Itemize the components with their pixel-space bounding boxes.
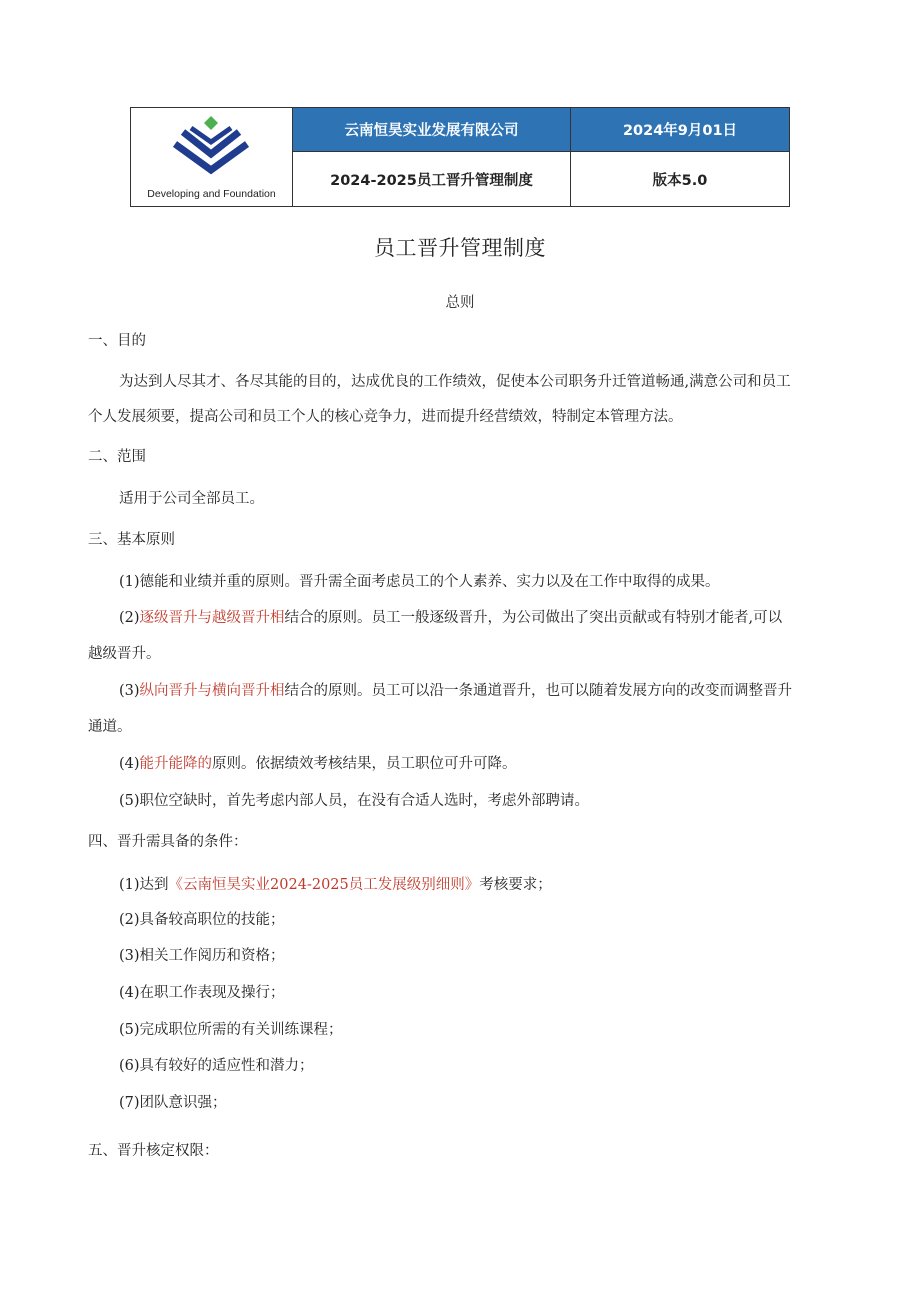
header-middle-column	[293, 108, 571, 206]
logo-caption: Developing and Foundation	[147, 188, 276, 200]
condition-4: (4)在职工作表现及操行；	[119, 985, 285, 1001]
document-version: 版本5.0	[652, 172, 708, 189]
purpose-line-2: 个人发展须要，提高公司和员工个人的核心竞争力，进而提升经营绩效，特制定本管理方法。	[88, 409, 683, 425]
principle-2-continued: 越级晋升。	[88, 646, 161, 662]
principle-4-text: 原则。依据绩效考核结果，员工职位可升可降。	[212, 756, 517, 772]
condition-2: (2)具备较高职位的技能；	[119, 912, 285, 928]
document-name: 2024-2025员工晋升管理制度	[330, 172, 533, 189]
section-title: 总则	[445, 295, 475, 311]
condition-7: (7)团队意识强；	[119, 1095, 227, 1111]
principle-2-text: 结合的原则。员工一般逐级晋升，为公司做出了突出贡献或有特别才能者,可以	[284, 610, 783, 626]
heading-purpose: 一、目的	[88, 333, 146, 349]
heading-scope: 二、范围	[88, 449, 146, 465]
principle-3-text: 结合的原则。员工可以沿一条通道晋升，也可以随着发展方向的改变而调整晋升	[284, 683, 793, 699]
principle-2	[119, 606, 782, 627]
principle-3-number: (3)	[119, 683, 140, 699]
condition-6: (6)具有较好的适应性和潜力；	[119, 1058, 314, 1074]
header-table	[130, 107, 790, 207]
principle-4-number: (4)	[119, 756, 140, 772]
principle-5: (5)职位空缺时，首先考虑内部人员，在没有合适人选时，考虑外部聘请。	[119, 793, 590, 809]
condition-1-highlight: 《云南恒昊实业2024-2025员工发展级别细则》	[168, 877, 480, 893]
principle-4	[119, 752, 517, 773]
heading-conditions: 四、晋升需具备的条件：	[88, 834, 248, 850]
principle-3	[119, 679, 792, 700]
condition-1-text: 考核要求；	[479, 877, 552, 893]
company-logo-icon	[161, 114, 261, 184]
condition-1	[119, 873, 552, 894]
purpose-line-1: 为达到人尽其才、各尽其能的目的，达成优良的工作绩效，促使本公司职务升迁管道畅通,满意公司和员工	[119, 374, 791, 390]
condition-3: (3)相关工作阅历和资格；	[119, 948, 285, 964]
condition-1-prefix: (1)达到	[119, 877, 169, 893]
header-right-column	[571, 108, 789, 206]
principle-3-continued: 通道。	[88, 719, 132, 735]
logo-cell	[131, 108, 293, 206]
principle-3-highlight: 纵向晋升与横向晋升相	[139, 683, 285, 699]
principle-1: (1)德能和业绩并重的原则。晋升需全面考虑员工的个人素养、实力以及在工作中取得的成果。	[119, 574, 720, 590]
condition-5: (5)完成职位所需的有关训练课程；	[119, 1022, 343, 1038]
principle-2-highlight: 逐级晋升与越级晋升相	[139, 610, 285, 626]
company-name: 云南恒昊实业发展有限公司	[293, 108, 570, 152]
heading-principles: 三、基本原则	[88, 532, 175, 548]
document-date: 2024年9月01日	[571, 108, 789, 152]
scope-text: 适用于公司全部员工。	[119, 491, 264, 507]
page-title: 员工晋升管理制度	[374, 236, 546, 260]
heading-approval: 五、晋升核定权限：	[88, 1143, 219, 1159]
principle-2-number: (2)	[119, 610, 140, 626]
principle-4-highlight: 能升能降的	[139, 756, 213, 772]
